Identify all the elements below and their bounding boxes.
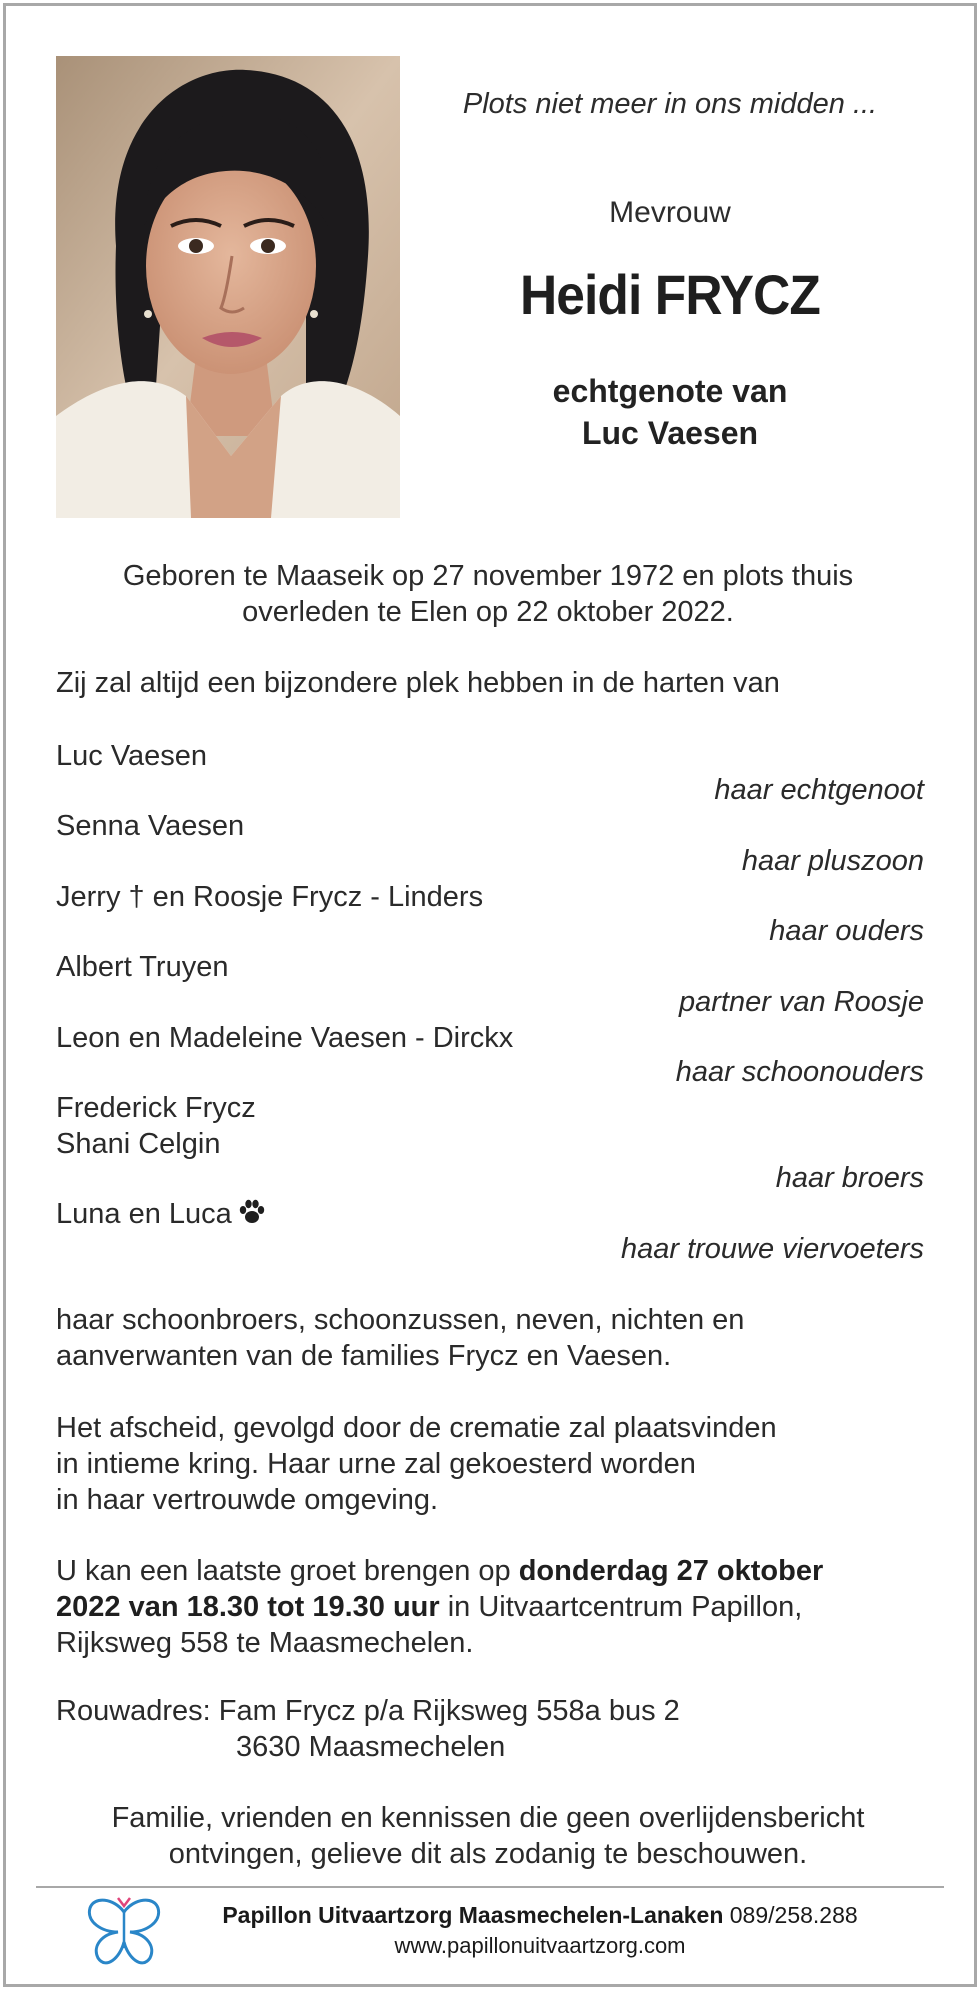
portrait-photo: [56, 56, 400, 518]
mourning-address-city: 3630 Maasmechelen: [236, 1731, 506, 1763]
visitation-info: [56, 1553, 920, 1661]
company-phone: 089/258.288: [729, 1902, 858, 1928]
visit-line-1: [56, 1553, 920, 1589]
portrait-illustration: [56, 56, 400, 518]
birth-death-statement: [56, 558, 920, 630]
visit-time: 2022 van 18.30 tot 19.30 uur: [56, 1591, 440, 1623]
spouse-relation: [430, 370, 910, 454]
farewell-line-2: in intieme kring. Haar urne zal gekoesterd worden: [56, 1448, 696, 1480]
relative-role: haar pluszoon: [741, 845, 924, 877]
intro-text: Zij zal altijd een bijzondere plek hebben in de harten van: [56, 667, 780, 699]
relative-name: Albert Truyen: [56, 951, 229, 983]
relative-name: Leon en Madeleine Vaesen - Dirckx: [56, 1022, 514, 1054]
footer-divider: [36, 1886, 944, 1888]
notice-line-2: ontvingen, gelieve dit als zodanig te beschouwen.: [168, 1838, 808, 1870]
relative-name: Senna Vaesen: [56, 810, 245, 842]
tagline: Plots niet meer in ons midden ...: [462, 88, 878, 120]
butterfly-logo-icon: [84, 1894, 164, 1975]
relative-role: haar schoonouders: [675, 1056, 924, 1088]
relative-name: Shani Celgin: [56, 1128, 221, 1160]
visit-line-3: Rijksweg 558 te Maasmechelen.: [56, 1627, 474, 1659]
relative-pets: [56, 1196, 266, 1234]
relation-line-1: echtgenote van: [552, 373, 788, 409]
family-line-1: haar schoonbroers, schoonzussen, neven, nichten en: [56, 1304, 745, 1336]
paw-icon: [238, 1198, 266, 1234]
visit-location: in Uitvaartcentrum Papillon,: [439, 1591, 803, 1623]
honorific: Mevrouw: [609, 196, 731, 229]
family-line-2: aanverwanten van de families Frycz en Vaesen.: [56, 1340, 672, 1372]
relation-line-2: Luc Vaesen: [581, 415, 759, 451]
born-line-1: Geboren te Maaseik op 27 november 1972 en plots thuis: [122, 560, 854, 592]
relative-name: Luna en Luca: [56, 1198, 232, 1230]
visit-line-2: [56, 1589, 920, 1625]
notice-line-1: Familie, vrienden en kennissen die geen overlijdensbericht: [111, 1802, 865, 1834]
relative-role: haar trouwe viervoeters: [620, 1233, 924, 1265]
visit-text: U kan een laatste groet brengen op: [56, 1555, 519, 1587]
relative-role: partner van Roosje: [678, 986, 924, 1018]
company-name: Papillon Uitvaartzorg Maasmechelen-Lanaken: [222, 1902, 724, 1928]
relative-role: haar echtgenoot: [714, 774, 924, 806]
funeral-home-website: www.papillonuitvaartzorg.com: [394, 1933, 686, 1958]
relative-name: Jerry † en Roosje Frycz - Linders: [56, 881, 484, 913]
relative-name: Luc Vaesen: [56, 740, 208, 772]
closing-notice: [56, 1800, 920, 1872]
farewell-line-1: Het afscheid, gevolgd door de crematie zal plaatsvinden: [56, 1412, 777, 1444]
born-line-2: overleden te Elen op 22 oktober 2022.: [242, 596, 734, 628]
farewell-line-3: in haar vertrouwde omgeving.: [56, 1484, 439, 1516]
relative-role: haar broers: [775, 1162, 924, 1194]
relative-role: haar ouders: [769, 915, 924, 947]
extended-family: [56, 1302, 920, 1374]
farewell-info: [56, 1410, 920, 1518]
visit-date: donderdag 27 oktober: [518, 1555, 824, 1587]
deceased-name: Heidi FRYCZ: [520, 263, 820, 326]
relative-name: Frederick Frycz: [56, 1092, 256, 1124]
funeral-home-name: [180, 1902, 900, 1929]
mourning-address: Rouwadres: Fam Frycz p/a Rijksweg 558a bus 2: [56, 1695, 680, 1727]
